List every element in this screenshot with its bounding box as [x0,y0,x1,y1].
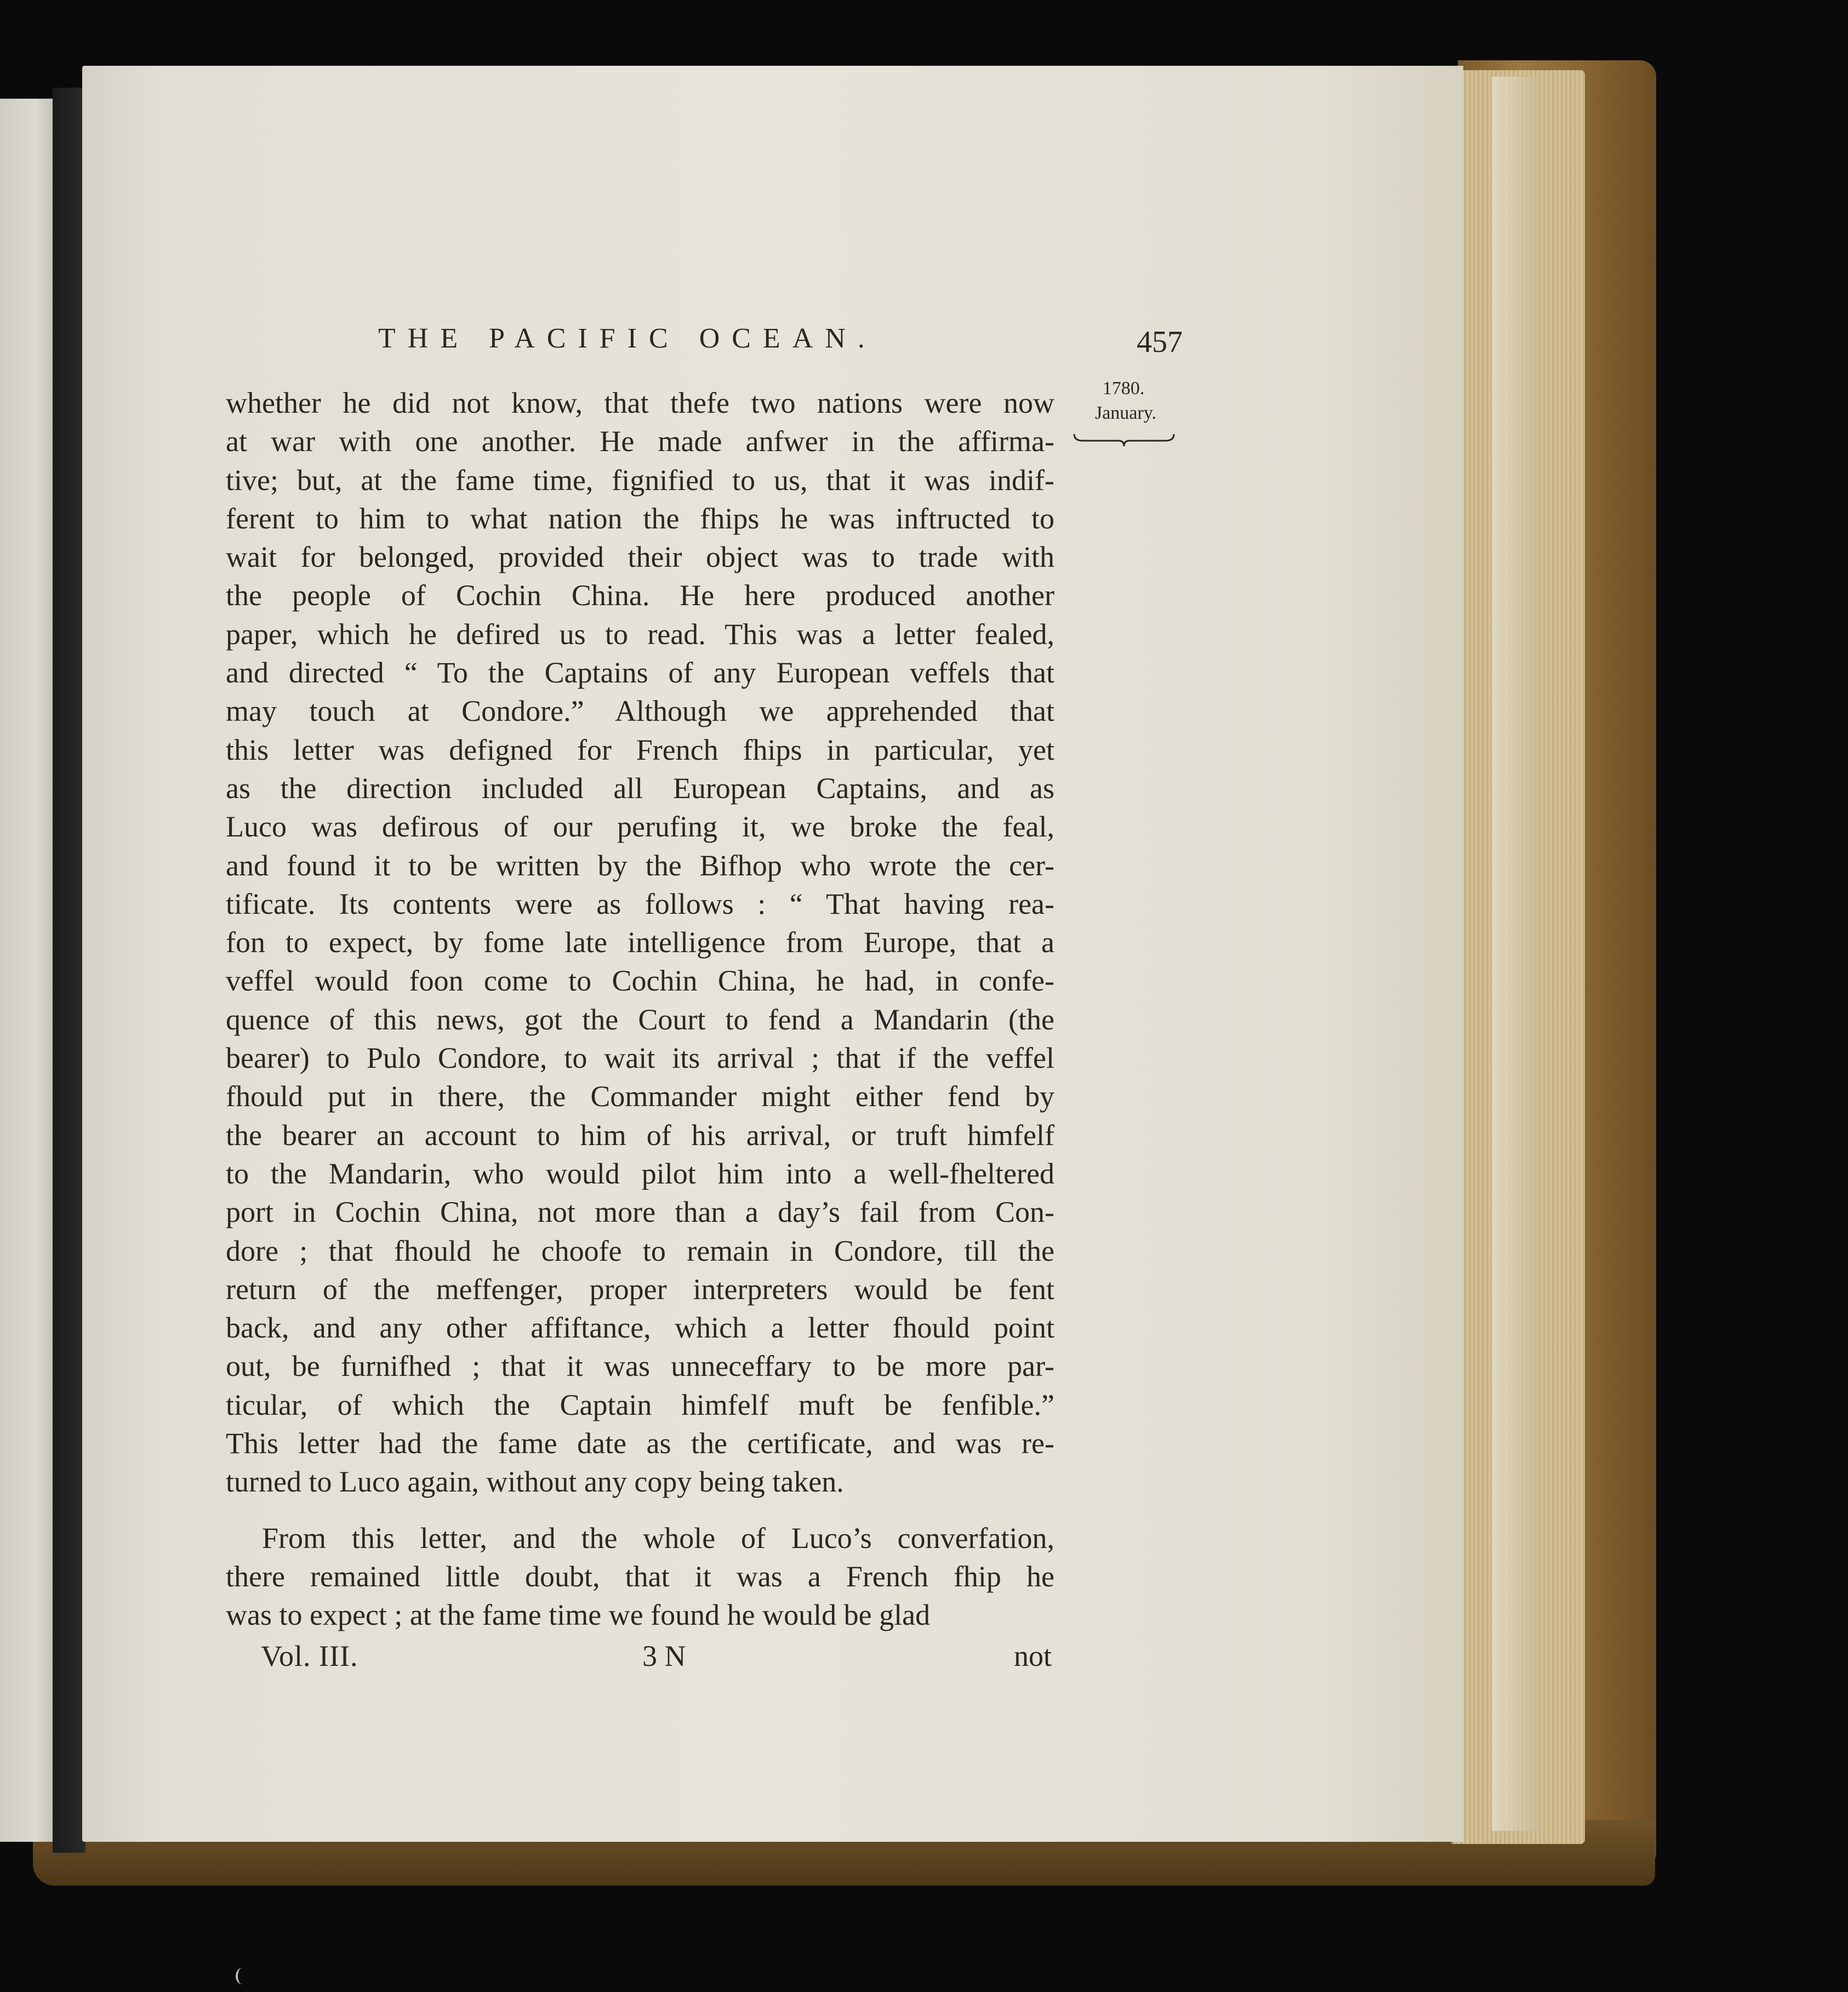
text-line: this letter was defigned for French fhips in particular, yet [226,733,1054,766]
text-line: out, be furnifhed ; that it was unneceffary to be more par- [226,1350,1054,1383]
text-line: ferent to him to what nation the fhips he was inftructed to [226,502,1054,535]
text-line: back, and any other affiftance, which a letter fhould point [226,1311,1054,1345]
catchword: not [1014,1640,1052,1672]
margin-note-year: 1780. [1102,378,1145,399]
text-line: port in Cochin China, not more than a day’s fail from Con- [226,1196,1054,1229]
volume-label: Vol. III. [261,1640,358,1672]
text-line: return of the meffenger, proper interpreters would be fent [226,1272,1054,1306]
text-line: veffel would foon come to Cochin China, he had, in confe- [226,964,1054,998]
text-line: tive; but, at the fame time, fignified to us, that it was indif- [226,463,1054,497]
text-line: tificate. Its contents were as follows : “ That having rea- [226,887,1054,920]
text-line: to the Mandarin, who would pilot him into a well-fheltered [226,1157,1054,1190]
margin-brace-icon [1072,432,1176,447]
text-line: fhould put in there, the Commander might either fend by [226,1080,1054,1113]
text-line: as the direction included all European Captains, and as [226,771,1054,805]
text-line: the bearer an account to him of his arrival, or truft himfelf [226,1118,1054,1152]
text-line: turned to Luco again, without any copy being taken. [226,1465,844,1499]
text-line: at war with one another. He made anfwer in the affirma- [226,425,1054,458]
text-line: wait for belonged, provided their object was to trade with [226,540,1054,574]
text-line: From this letter, and the whole of Luco’s converfation, [262,1521,1054,1555]
left-page-sliver [0,99,60,1842]
margin-note-month: January. [1094,403,1157,423]
text-line: the people of Cochin China. He here produced another [226,579,1054,612]
paragraph-1 [226,384,1054,1501]
text-line: fon to expect, by fome late intelligence from Europe, that a [226,926,1054,959]
text-line: whether he did not know, that thefe two nations were now [226,386,1054,419]
text-line: ticular, of which the Captain himfelf muft be fenfible.” [226,1388,1054,1421]
text-line: and directed “ To the Captains of any European veffels that [226,656,1054,690]
page-edges-highlight [1492,77,1541,1831]
text-line: dore ; that fhould he choofe to remain in Condore, till the [226,1234,1054,1267]
text-line: This letter had the fame date as the certificate, and was re- [226,1427,1054,1460]
text-line: Luco was defirous of our perufing it, we broke the feal, [226,810,1054,844]
signature-mark: 3 N [642,1640,686,1672]
text-line: there remained little doubt, that it was a French fhip he [226,1560,1054,1593]
text-line: paper, which he defired us to read. This was a letter fealed, [226,617,1054,651]
text-line: was to expect ; at the fame time we found he would be glad [226,1598,931,1632]
text-line: may touch at Condore.” Although we apprehended that [226,695,1054,728]
text-line: bearer) to Pulo Condore, to wait its arrival ; that if the veffel [226,1041,1054,1075]
running-title: THE PACIFIC OCEAN. [378,323,877,354]
gutter-shadow [53,88,85,1853]
text-line: and found it to be written by the Bifhop who wrote the cer- [226,849,1054,882]
page-number: 457 [1137,325,1183,359]
text-line: quence of this news, got the Court to fend a Mandarin (the [226,1003,1054,1036]
body-text [226,384,1054,1635]
paragraph-2 [226,1519,1054,1635]
paper-fleck [236,1968,249,1984]
